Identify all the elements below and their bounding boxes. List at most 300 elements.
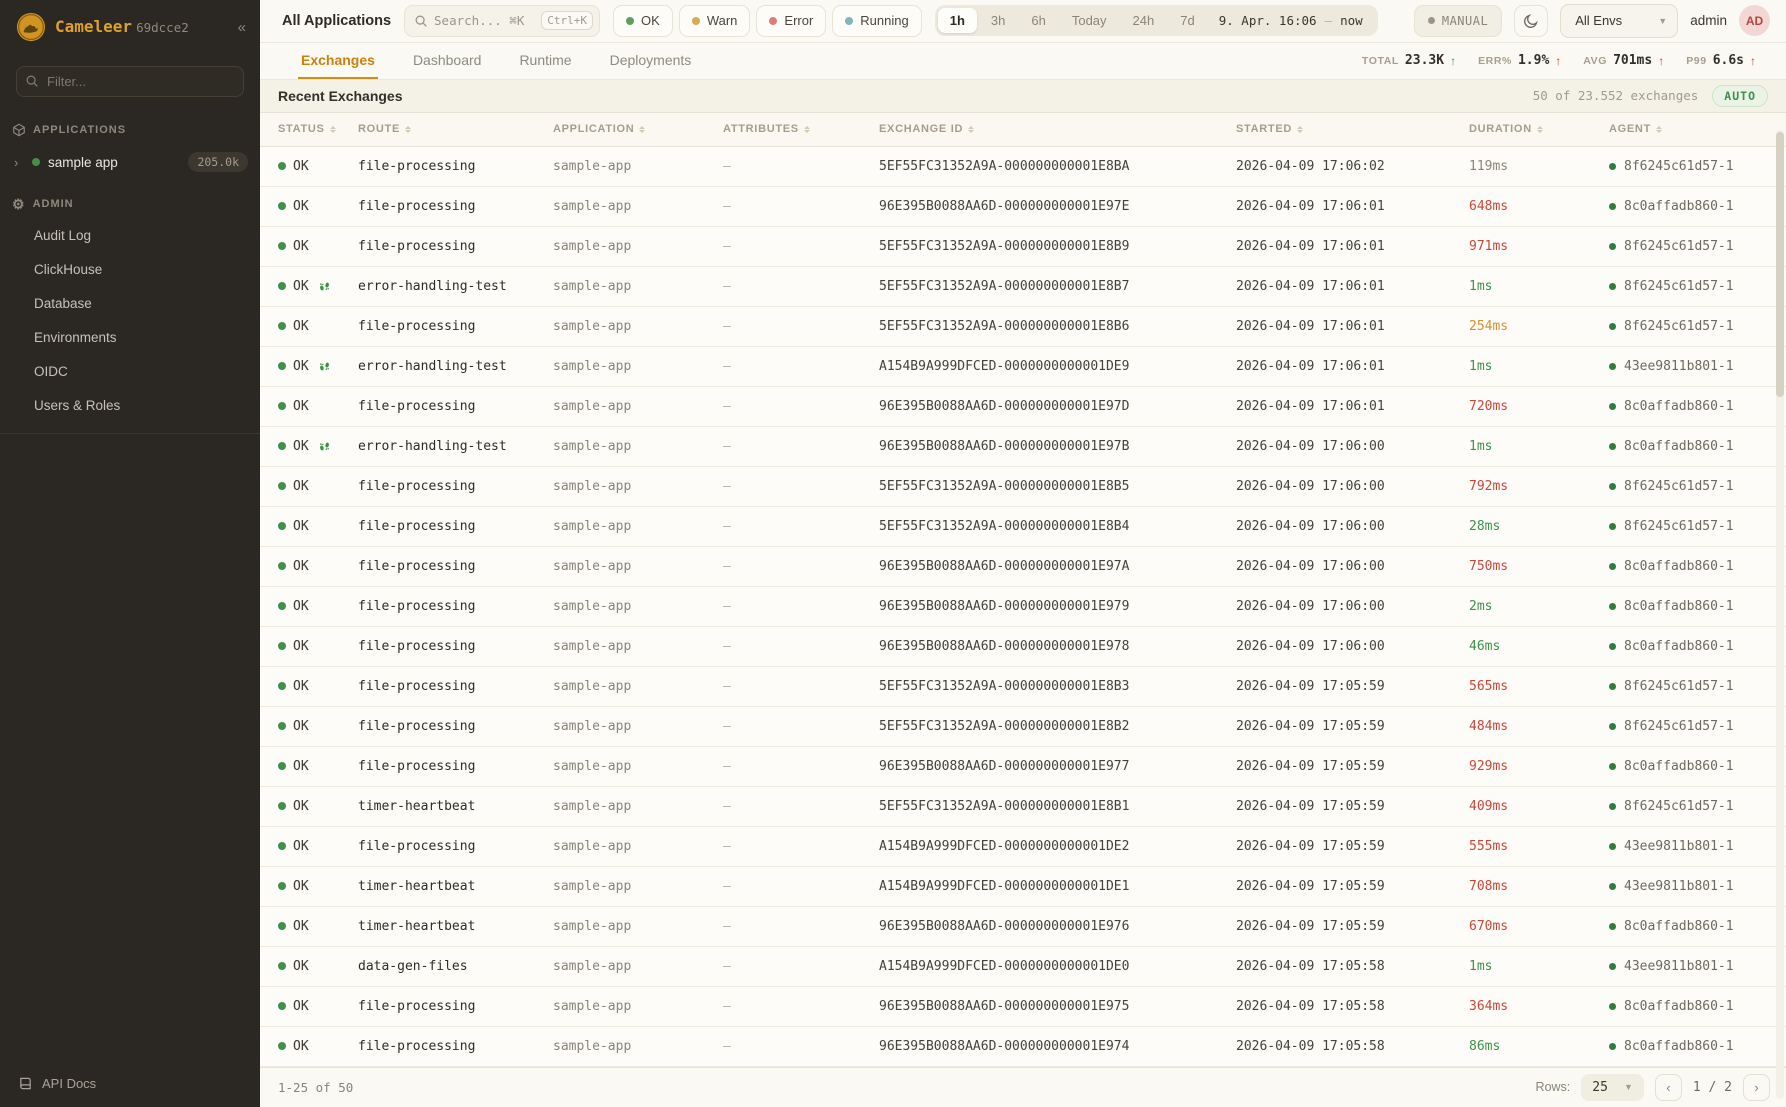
stat-value: 1.9% <box>1517 53 1550 69</box>
agent-id: 8f6245c61d57-1 <box>1624 478 1734 494</box>
duration-cell: 750ms <box>1469 558 1509 574</box>
global-search[interactable] <box>404 5 600 37</box>
status-filter-ok[interactable]: OK <box>613 5 673 37</box>
table-row[interactable] <box>260 547 1786 587</box>
status-ok-dot-icon <box>278 242 286 250</box>
status-cell <box>278 319 358 334</box>
agent-id: 8c0affadb860-1 <box>1624 398 1734 414</box>
table-row[interactable] <box>260 147 1786 187</box>
status-ok-dot-icon <box>278 722 286 730</box>
status-dot-icon <box>626 17 634 25</box>
time-window-start: 9. Apr. 16:06 <box>1218 13 1317 29</box>
agent-cell <box>1609 1039 1786 1054</box>
duration-cell: 565ms <box>1469 678 1509 694</box>
route-cell: file-processing <box>358 598 476 614</box>
main-content <box>260 0 1786 1107</box>
agent-cell <box>1609 719 1786 734</box>
exchange-id-cell: 96E395B0088AA6D-000000000001E97D <box>879 398 1130 414</box>
route-cell: file-processing <box>358 718 476 734</box>
applications-section-header: APPLICATIONS <box>0 113 260 145</box>
application-cell: sample-app <box>553 958 632 974</box>
started-cell: 2026-04-09 17:05:59 <box>1236 838 1385 854</box>
exchange-id-cell: 5EF55FC31352A9A-000000000001E8B9 <box>879 238 1130 254</box>
duration-cell: 1ms <box>1469 278 1493 294</box>
agent-id: 8c0affadb860-1 <box>1624 198 1734 214</box>
agent-id: 8f6245c61d57-1 <box>1624 518 1734 534</box>
sidebar-item-oidc[interactable]: OIDC <box>34 364 68 379</box>
agent-cell <box>1609 279 1786 294</box>
username: admin <box>1690 13 1727 29</box>
attributes-cell: — <box>723 318 731 334</box>
search-icon <box>25 74 39 88</box>
sort-icon <box>804 126 810 134</box>
table-row[interactable] <box>260 347 1786 387</box>
prev-page-button[interactable]: ‹ <box>1655 1074 1682 1101</box>
status-ok-dot-icon <box>278 1042 286 1050</box>
route-cell: file-processing <box>358 478 476 494</box>
chevron-right-icon[interactable]: › <box>14 154 19 170</box>
status-text: OK <box>293 598 309 614</box>
agent-cell <box>1609 999 1786 1014</box>
tabs-row <box>260 43 1786 80</box>
table-row[interactable] <box>260 227 1786 267</box>
status-cell <box>278 199 358 214</box>
status-cell <box>278 559 358 574</box>
sidebar-filter <box>16 66 244 97</box>
table-row[interactable] <box>260 307 1786 347</box>
time-range-1h[interactable]: 1h <box>938 8 977 33</box>
topbar <box>260 0 1786 43</box>
stat-total <box>1362 53 1456 68</box>
dark-mode-toggle[interactable] <box>1514 5 1548 37</box>
stat-avg <box>1583 53 1664 68</box>
time-range-control <box>935 5 1378 36</box>
footprints-icon <box>318 440 331 453</box>
agent-id: 43ee9811b801-1 <box>1624 958 1734 974</box>
status-filter-warn[interactable]: Warn <box>679 5 751 37</box>
agent-id: 8f6245c61d57-1 <box>1624 238 1734 254</box>
route-cell: error-handling-test <box>358 278 507 294</box>
application-cell: sample-app <box>553 638 632 654</box>
table-row[interactable] <box>260 947 1786 987</box>
stat-label: P99 <box>1686 54 1707 67</box>
application-cell: sample-app <box>553 598 632 614</box>
duration-cell: 971ms <box>1469 238 1509 254</box>
agent-id: 8f6245c61d57-1 <box>1624 678 1734 694</box>
time-range-6h[interactable]: 6h <box>1019 8 1057 33</box>
started-cell: 2026-04-09 17:05:58 <box>1236 958 1385 974</box>
manual-dot-icon <box>1428 17 1435 24</box>
table-row[interactable] <box>260 427 1786 467</box>
column-header-application[interactable]: APPLICATION <box>553 123 723 135</box>
trend-arrow-icon: ↑ <box>1450 53 1457 68</box>
topbar-right <box>1414 4 1770 38</box>
agent-dot-icon <box>1609 683 1616 690</box>
duration-cell: 792ms <box>1469 478 1509 494</box>
table-row[interactable] <box>260 627 1786 667</box>
agent-id: 8c0affadb860-1 <box>1624 918 1734 934</box>
status-cell <box>278 239 358 254</box>
status-ok-dot-icon <box>278 1002 286 1010</box>
trend-arrow-icon: ↑ <box>1555 53 1562 68</box>
chevron-down-icon: ▼ <box>1658 15 1668 26</box>
agent-id: 8f6245c61d57-1 <box>1624 278 1734 294</box>
status-dot-icon <box>769 17 777 25</box>
exchange-id-cell: 5EF55FC31352A9A-000000000001E8BA <box>879 158 1130 174</box>
column-header-agent[interactable]: AGENT <box>1609 123 1786 135</box>
table-row[interactable] <box>260 747 1786 787</box>
status-cell <box>278 359 358 374</box>
agent-dot-icon <box>1609 1003 1616 1010</box>
agent-id: 8f6245c61d57-1 <box>1624 718 1734 734</box>
exchange-id-cell: 5EF55FC31352A9A-000000000001E8B3 <box>879 678 1130 694</box>
tab-dashboard[interactable]: Dashboard <box>412 51 482 68</box>
agent-dot-icon <box>1609 403 1616 410</box>
duration-cell: 46ms <box>1469 638 1501 654</box>
agent-dot-icon <box>1609 963 1616 970</box>
brand <box>55 17 189 37</box>
agent-dot-icon <box>1609 443 1616 450</box>
started-cell: 2026-04-09 17:05:59 <box>1236 758 1385 774</box>
agent-dot-icon <box>1609 803 1616 810</box>
agent-cell <box>1609 759 1786 774</box>
started-cell: 2026-04-09 17:05:59 <box>1236 918 1385 934</box>
status-text: OK <box>293 758 309 774</box>
tab-runtime[interactable]: Runtime <box>519 51 572 68</box>
time-range-7d[interactable]: 7d <box>1168 8 1206 33</box>
table-row[interactable] <box>260 907 1786 947</box>
application-cell: sample-app <box>553 998 632 1014</box>
application-cell: sample-app <box>553 718 632 734</box>
sidebar-item-sample-app[interactable] <box>0 145 260 179</box>
chevron-down-icon: ▼ <box>1623 1082 1633 1093</box>
route-cell: file-processing <box>358 398 476 414</box>
package-icon <box>12 123 26 137</box>
duration-cell: 1ms <box>1469 358 1493 374</box>
application-cell: sample-app <box>553 358 632 374</box>
started-cell: 2026-04-09 17:06:01 <box>1236 358 1385 374</box>
started-cell: 2026-04-09 17:05:59 <box>1236 798 1385 814</box>
exchange-count: 50 of 23.552 exchanges <box>1532 88 1699 104</box>
attributes-cell: — <box>723 998 731 1014</box>
route-cell: file-processing <box>358 838 476 854</box>
table-row[interactable] <box>260 787 1786 827</box>
attributes-cell: — <box>723 838 731 854</box>
table-row[interactable] <box>260 507 1786 547</box>
status-ok-dot-icon <box>278 802 286 810</box>
exchange-id-cell: 5EF55FC31352A9A-000000000001E8B2 <box>879 718 1130 734</box>
column-header-status[interactable]: STATUS <box>278 123 358 135</box>
exchange-id-cell: 96E395B0088AA6D-000000000001E97A <box>879 558 1130 574</box>
column-header-duration[interactable]: DURATION <box>1469 123 1609 135</box>
exchange-id-cell: 96E395B0088AA6D-000000000001E975 <box>879 998 1130 1014</box>
sort-icon <box>330 126 336 134</box>
table-body <box>260 147 1786 1067</box>
agent-id: 8c0affadb860-1 <box>1624 438 1734 454</box>
status-cell <box>278 839 358 854</box>
table-row[interactable] <box>260 667 1786 707</box>
route-cell: timer-heartbeat <box>358 918 476 934</box>
status-text: OK <box>293 918 309 934</box>
cameleer-logo-icon <box>16 12 46 42</box>
duration-cell: 484ms <box>1469 718 1509 734</box>
table-row[interactable] <box>260 187 1786 227</box>
attributes-cell: — <box>723 638 731 654</box>
build-hash: 69dcce2 <box>136 20 189 35</box>
time-range-3h[interactable]: 3h <box>979 8 1017 33</box>
exchange-id-cell: 96E395B0088AA6D-000000000001E978 <box>879 638 1130 654</box>
sort-icon <box>639 126 645 134</box>
column-header-exchange-id[interactable]: EXCHANGE ID <box>879 123 1236 135</box>
agent-dot-icon <box>1609 563 1616 570</box>
next-page-button[interactable]: › <box>1743 1074 1770 1101</box>
tab-deployments[interactable]: Deployments <box>609 51 692 68</box>
status-text: OK <box>293 398 309 414</box>
status-cell <box>278 479 358 494</box>
status-cell <box>278 919 358 934</box>
started-cell: 2026-04-09 17:05:58 <box>1236 1038 1385 1054</box>
sidebar-item-clickhouse[interactable]: ClickHouse <box>34 262 103 277</box>
attributes-cell: — <box>723 518 731 534</box>
tab-exchanges[interactable]: Exchanges <box>298 43 378 79</box>
attributes-cell: — <box>723 878 731 894</box>
status-text: OK <box>293 318 309 334</box>
application-cell: sample-app <box>553 398 632 414</box>
sort-icon <box>1656 126 1662 134</box>
application-cell: sample-app <box>553 878 632 894</box>
agent-id: 8f6245c61d57-1 <box>1624 318 1734 334</box>
status-text: OK <box>293 718 309 734</box>
status-cell <box>278 1039 358 1054</box>
status-text: OK <box>293 678 309 694</box>
application-cell: sample-app <box>553 478 632 494</box>
duration-cell: 648ms <box>1469 198 1509 214</box>
application-cell: sample-app <box>553 558 632 574</box>
sidebar-item-api-docs[interactable]: API Docs <box>0 1062 260 1107</box>
attributes-cell: — <box>723 478 731 494</box>
admin-nav <box>0 219 260 425</box>
time-window[interactable] <box>1209 13 1375 28</box>
table-row[interactable] <box>260 827 1786 867</box>
duration-cell: 254ms <box>1469 318 1509 334</box>
status-ok-dot-icon <box>278 282 286 290</box>
agent-cell <box>1609 319 1786 334</box>
agent-dot-icon <box>1609 323 1616 330</box>
duration-cell: 555ms <box>1469 838 1509 854</box>
route-cell: timer-heartbeat <box>358 878 476 894</box>
stat-value: 701ms <box>1613 53 1653 69</box>
agent-cell <box>1609 439 1786 454</box>
search-input[interactable] <box>434 13 535 28</box>
application-cell: sample-app <box>553 438 632 454</box>
panel-header <box>260 80 1786 113</box>
started-cell: 2026-04-09 17:06:00 <box>1236 438 1385 454</box>
table-header <box>260 113 1786 147</box>
moon-icon <box>1523 13 1539 29</box>
sort-icon <box>405 126 411 134</box>
status-text: OK <box>293 478 309 494</box>
attributes-cell: — <box>723 918 731 934</box>
application-cell: sample-app <box>553 798 632 814</box>
table-row[interactable] <box>260 707 1786 747</box>
agent-id: 8c0affadb860-1 <box>1624 598 1734 614</box>
row-range: 1-25 of 50 <box>278 1079 354 1095</box>
status-dot-icon <box>845 17 853 25</box>
attributes-cell: — <box>723 278 731 294</box>
application-cell: sample-app <box>553 758 632 774</box>
agent-cell <box>1609 519 1786 534</box>
exchange-id-cell: 5EF55FC31352A9A-000000000001E8B1 <box>879 798 1130 814</box>
all-applications-button[interactable]: All Applications <box>282 12 392 29</box>
agent-id: 43ee9811b801-1 <box>1624 878 1734 894</box>
status-text: OK <box>293 878 309 894</box>
duration-cell: 670ms <box>1469 918 1509 934</box>
auto-refresh-badge[interactable]: AUTO <box>1712 85 1768 107</box>
application-cell: sample-app <box>553 918 632 934</box>
started-cell: 2026-04-09 17:06:01 <box>1236 278 1385 294</box>
attributes-cell: — <box>723 678 731 694</box>
status-cell <box>278 599 358 614</box>
table-row[interactable] <box>260 987 1786 1027</box>
status-cell <box>278 439 358 454</box>
scrollbar-thumb[interactable] <box>1776 132 1784 397</box>
route-cell: file-processing <box>358 1038 476 1054</box>
sidebar-item-database[interactable]: Database <box>34 296 92 311</box>
agent-id: 43ee9811b801-1 <box>1624 838 1734 854</box>
agent-dot-icon <box>1609 523 1616 530</box>
agent-id: 8c0affadb860-1 <box>1624 638 1734 654</box>
agent-cell <box>1609 159 1786 174</box>
started-cell: 2026-04-09 17:06:00 <box>1236 638 1385 654</box>
status-text: OK <box>293 518 309 534</box>
stat-label: TOTAL <box>1361 54 1399 67</box>
application-cell: sample-app <box>553 1038 632 1054</box>
scrollbar-track[interactable] <box>1776 130 1784 1099</box>
gear-icon: ⚙ <box>12 196 26 212</box>
status-text: OK <box>293 558 309 574</box>
started-cell: 2026-04-09 17:05:59 <box>1236 718 1385 734</box>
agent-id: 8c0affadb860-1 <box>1624 998 1734 1014</box>
status-text: OK <box>293 198 309 214</box>
status-cell <box>278 719 358 734</box>
status-text: OK <box>293 798 309 814</box>
agent-cell <box>1609 799 1786 814</box>
table-row[interactable] <box>260 467 1786 507</box>
status-ok-dot-icon <box>278 362 286 370</box>
table-row[interactable] <box>260 1027 1786 1067</box>
agent-cell <box>1609 559 1786 574</box>
application-cell: sample-app <box>553 158 632 174</box>
dash-icon: — <box>1324 13 1333 29</box>
route-cell: file-processing <box>358 518 476 534</box>
table-row[interactable] <box>260 267 1786 307</box>
started-cell: 2026-04-09 17:06:01 <box>1236 198 1385 214</box>
column-header-started[interactable]: STARTED <box>1236 123 1469 135</box>
application-cell: sample-app <box>553 198 632 214</box>
status-text: OK <box>293 438 309 454</box>
exchange-id-cell: 96E395B0088AA6D-000000000001E97E <box>879 198 1130 214</box>
env-select[interactable]: All Envs ▼ <box>1560 4 1678 38</box>
agent-dot-icon <box>1609 1043 1616 1050</box>
status-filter-running[interactable]: Running <box>832 5 921 37</box>
status-cell <box>278 959 358 974</box>
app-count-badge: 205.0k <box>188 152 248 172</box>
app-title: Cameleer <box>55 17 133 36</box>
time-range-today[interactable]: Today <box>1060 8 1119 33</box>
exchange-id-cell: 5EF55FC31352A9A-000000000001E8B6 <box>879 318 1130 334</box>
status-cell <box>278 679 358 694</box>
status-ok-dot-icon <box>278 842 286 850</box>
manual-refresh-button[interactable]: MANUAL <box>1414 5 1502 37</box>
attributes-cell: — <box>723 758 731 774</box>
started-cell: 2026-04-09 17:06:01 <box>1236 398 1385 414</box>
agent-id: 8c0affadb860-1 <box>1624 758 1734 774</box>
table-row[interactable] <box>260 867 1786 907</box>
agent-cell <box>1609 399 1786 414</box>
exchange-id-cell: 96E395B0088AA6D-000000000001E974 <box>879 1038 1130 1054</box>
sort-icon <box>1297 126 1303 134</box>
status-cell <box>278 759 358 774</box>
avatar[interactable]: AD <box>1739 5 1770 36</box>
status-filter-error[interactable]: Error <box>756 5 826 37</box>
footprints-icon <box>318 280 331 293</box>
duration-cell: 119ms <box>1469 158 1509 174</box>
agent-dot-icon <box>1609 923 1616 930</box>
status-ok-dot-icon <box>278 522 286 530</box>
sidebar-item-environments[interactable]: Environments <box>34 330 117 345</box>
agent-dot-icon <box>1609 763 1616 770</box>
column-header-route[interactable]: ROUTE <box>358 123 553 135</box>
duration-cell: 1ms <box>1469 958 1493 974</box>
attributes-cell: — <box>723 598 731 614</box>
route-cell: file-processing <box>358 678 476 694</box>
status-dot-icon <box>692 17 700 25</box>
agent-dot-icon <box>1609 203 1616 210</box>
sidebar <box>0 0 260 1107</box>
sidebar-collapse-icon[interactable]: « <box>237 18 246 36</box>
agent-dot-icon <box>1609 883 1616 890</box>
duration-cell: 1ms <box>1469 438 1493 454</box>
status-ok-dot-icon <box>278 202 286 210</box>
agent-id: 8c0affadb860-1 <box>1624 1038 1734 1054</box>
route-cell: file-processing <box>358 558 476 574</box>
table-row[interactable] <box>260 387 1786 427</box>
sidebar-item-audit-log[interactable]: Audit Log <box>34 228 92 243</box>
sort-icon <box>1537 126 1543 134</box>
attributes-cell: — <box>723 958 731 974</box>
status-ok-dot-icon <box>278 562 286 570</box>
filter-input[interactable] <box>16 66 244 97</box>
exchange-id-cell: 96E395B0088AA6D-000000000001E979 <box>879 598 1130 614</box>
status-ok-dot-icon <box>278 162 286 170</box>
agent-dot-icon <box>1609 243 1616 250</box>
time-range-24h[interactable]: 24h <box>1121 8 1167 33</box>
attributes-cell: — <box>723 558 731 574</box>
status-ok-dot-icon <box>278 642 286 650</box>
started-cell: 2026-04-09 17:06:01 <box>1236 238 1385 254</box>
sidebar-item-users-roles[interactable]: Users & Roles <box>34 398 121 413</box>
application-cell: sample-app <box>553 318 632 334</box>
started-cell: 2026-04-09 17:06:00 <box>1236 558 1385 574</box>
panel-title: Recent Exchanges <box>278 87 403 104</box>
rows-per-page-select[interactable]: 25 ▼ <box>1581 1074 1644 1101</box>
agent-cell <box>1609 239 1786 254</box>
table-row[interactable] <box>260 587 1786 627</box>
column-header-attributes[interactable]: ATTRIBUTES <box>723 123 879 135</box>
route-cell: file-processing <box>358 998 476 1014</box>
route-cell: data-gen-files <box>358 958 468 974</box>
sidebar-header <box>0 0 260 54</box>
